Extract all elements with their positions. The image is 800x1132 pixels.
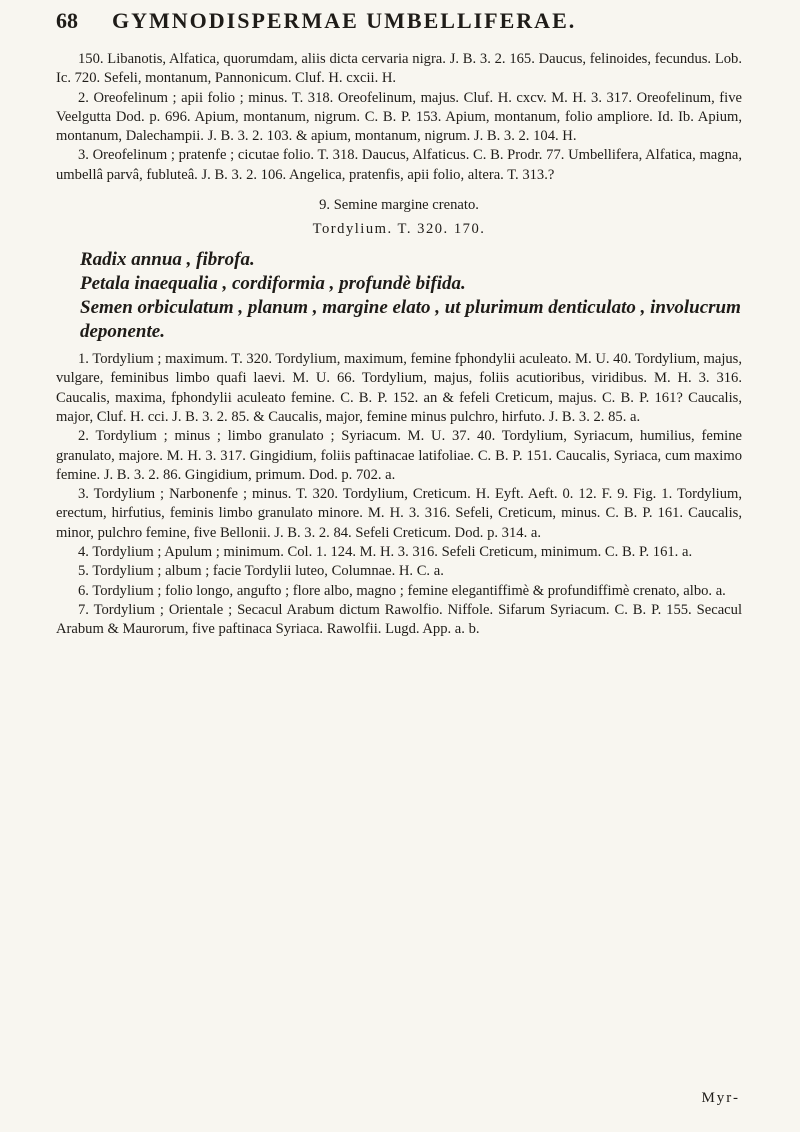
species-4: 4. Tordylium ; Apulum ; minimum. Col. 1. 124. M. H. 3. 316. Sefeli Creticum, minimum. C. B. P. 161. a.	[78, 544, 693, 561]
species-5: 5. Tordylium ; album ; facie Tordylii luteo, Columnae. H. C. a.	[78, 563, 444, 580]
species-2: 2. Tordylium ; minus ; limbo granulato ; Syriacum. M. U. 37. 40. Tordylium, Syriacum, humilius, femine granulato, majore. M. H. 3. 317. Gingidium, foliis paftinacae latifoliae. C. B. P. 151. Caucalis, Syriaca, cum maximo femine. J. B. 3. 2. 86. Gingidium, primum. Dod. p. 702. a.	[56, 428, 742, 483]
species-6: 6. Tordylium ; folio longo, angufto ; flore albo, magno ; femine elegantiffimè & profundiffimè crenato, albo. a.	[78, 582, 726, 599]
species-1: 1. Tordylium ; maximum. T. 320. Tordylium, maximum, femine fphondylii aculeato. M. U. 40. Tordylium, majus, vulgare, feminibus limbo quafi laevi. M. U. 66. Tordylium, majus, foliis acutioribus, viridibus. M. H. 3. 316. Caucalis, maxima, fphondylii aculeato femine. C. B. P. 152. an & fefeli Creticum, majus. C. B. P. 161? Caucalis, major, Cluf. H. cci. J. B. 3. 2. 85. & Caucalis, major, femine minus pulchro, hirfuto. J. B. 3. 2. 85. a.	[56, 351, 742, 425]
sub-note: 9. Semine margine crenato.	[319, 197, 479, 214]
entry-libanotis: 150. Libanotis, Alfatica, quorumdam, aliis dicta cervaria nigra. J. B. 3. 2. 165. Daucus, felinoides, fecundus. Lob. Ic. 720. Sefeli, montanum, Pannonicum. Cluf. H. cxcii. H.	[56, 51, 742, 87]
page-number: 68	[56, 8, 78, 33]
running-header	[56, 8, 742, 50]
catchword: Myr-	[701, 1090, 740, 1106]
entry-oreofelinum-2: 2. Oreofelinum ; apii folio ; minus. T. 318. Oreofelinum, majus. Cluf. H. cxcv. M. H. 3. 317. Oreofelinum, five Veelgutta Dod. p. 696. Apium, montanum, nigrum. C. B. P. 153. Apium, montanum, folio ampliore. Id. Ib. Apium, montanum, Dalechampii. J. B. 3. 2. 103. & apium, montanum, nigrum. J. B. 3. 2. 104. H.	[56, 89, 742, 145]
diagnosis-semen: Semen orbiculatum , planum , margine elato , ut plurimum denticulato , involucrum deponente.	[80, 297, 741, 343]
species-7: 7. Tordylium ; Orientale ; Secacul Arabum dictum Rawolfio. Niffole. Sifarum Syriacum. C. B. P. 155. Secacul Arabum & Maurorum, five paftinaca Syriaca. Rawolfii. Lugd. App. a. b.	[56, 601, 742, 638]
diagnosis-petala: Petala inaequalia , cordiformia , profundè bifida.	[80, 273, 466, 295]
diagnosis-radix: Radix annua , fibrofa.	[80, 249, 255, 271]
genus-heading: Tordylium. T. 320. 170.	[312, 221, 486, 238]
entry-oreofelinum-3: 3. Oreofelinum ; pratenfe ; cicutae folio. T. 318. Daucus, Alfaticus. C. B. Prodr. 77. Umbellifera, Alfatica, magna, umbellâ parvâ, fubluteâ. J. B. 3. 2. 106. Angelica, pratenfis, apii folio, altera. T. 313.?	[56, 147, 742, 183]
species-3: 3. Tordylium ; Narbonenfe ; minus. T. 320. Tordylium, Creticum. H. Eyft. Aeft. 0. 12. F. 9. Fig. 1. Tordylium, erectum, hirfutius, feminis limbo granulato minore. M. H. 3. 316. Sefeli, Creticum, minus. C. B. P. 161. Caucalis, minor, pulchro femine, five Bellonii. J. B. 3. 2. 84. Sefeli Creticum. Dod. p. 314. a.	[56, 486, 742, 541]
running-title: GYMNODISPERMAE UMBELLIFERAE.	[112, 8, 577, 33]
